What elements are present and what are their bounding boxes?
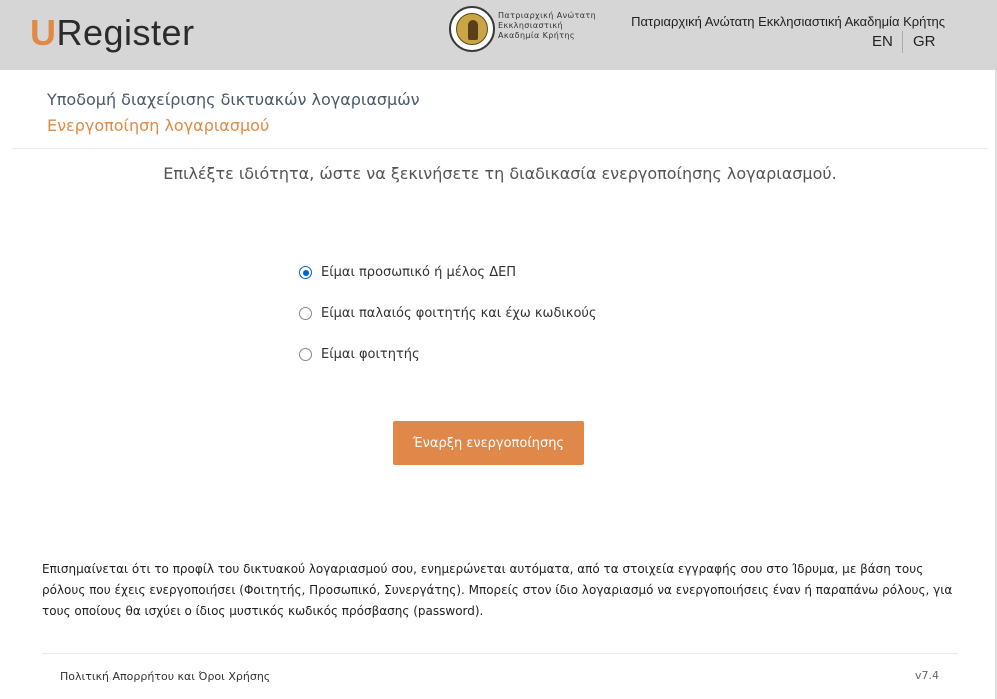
institution-seal-icon [449, 6, 495, 52]
instruction-text: Επιλέξτε ιδιότητα, ώστε να ξεκινήσετε τη διαδικασία ενεργοποίησης λογαριασμού. [163, 164, 837, 183]
seal-caption-line-2: Εκκλησιαστική [498, 21, 563, 30]
seal-caption [498, 11, 598, 41]
institution-name: Πατριαρχική Ανώτατη Εκκλησιαστική Ακαδημία Κρήτης [631, 14, 945, 29]
role-option-label: Είμαι φοιτητής [321, 347, 420, 362]
role-option-label: Είμαι προσωπικό ή μέλος ΔΕΠ [321, 265, 517, 280]
logo-text: Register [56, 12, 195, 53]
language-separator [902, 31, 903, 53]
role-radio-group [299, 264, 597, 375]
title-divider [12, 148, 988, 149]
radio-student[interactable] [299, 348, 312, 361]
logo-initial: U [30, 12, 57, 53]
role-option-former-student[interactable] [299, 293, 597, 334]
page-subtitle: Ενεργοποίηση λογαριασμού [47, 116, 270, 135]
page-title-block [47, 90, 420, 135]
seal-caption-line-3: Ακαδημία Κρήτης [498, 31, 576, 40]
seal-figure [468, 20, 478, 40]
subsystem-title: Υποδομή διαχείρισης δικτυακών λογαριασμών [47, 90, 420, 109]
app-header [0, 0, 997, 70]
privacy-terms-link[interactable]: Πολιτική Απορρήτου και Όροι Χρήσης [60, 670, 271, 683]
profile-notice: Επισημαίνεται ότι το προφίλ του δικτυακού λογαριασμού σου, ενημερώνεται αυτόματα, από τα στοιχεία εγγραφής σου στο Ίδρυμα, με βάση τους ρόλους που έχεις ενεργοποιήσει (Φοιτητής, Προσωπικό, Συνεργάτης). Μπορείς στον ίδιο λογαριασμό να ενεργοποιήσεις έναν ή παραπάνω ρόλους, για τους οποίους θα ισχύει ο ίδιος μυστικός κωδικός πρόσβασης (password). [42, 562, 953, 618]
role-option-staff[interactable] [299, 252, 597, 293]
role-option-student[interactable] [299, 334, 597, 375]
uregister-logo[interactable] [30, 12, 195, 54]
role-option-label: Είμαι παλαιός φοιτητής και έχω κωδικούς [321, 306, 597, 321]
radio-staff[interactable] [299, 266, 312, 279]
radio-former-student[interactable] [299, 307, 312, 320]
language-en-link[interactable]: EN [872, 33, 893, 50]
seal-inner [456, 13, 488, 45]
version-label: v7.4 [915, 669, 940, 682]
seal-caption-line-1: Πατριαρχική Ανώτατη [498, 11, 597, 20]
start-activation-button[interactable]: Έναρξη ενεργοποίησης [393, 421, 584, 465]
language-gr-link[interactable]: GR [913, 33, 936, 50]
footer-divider [42, 653, 958, 654]
